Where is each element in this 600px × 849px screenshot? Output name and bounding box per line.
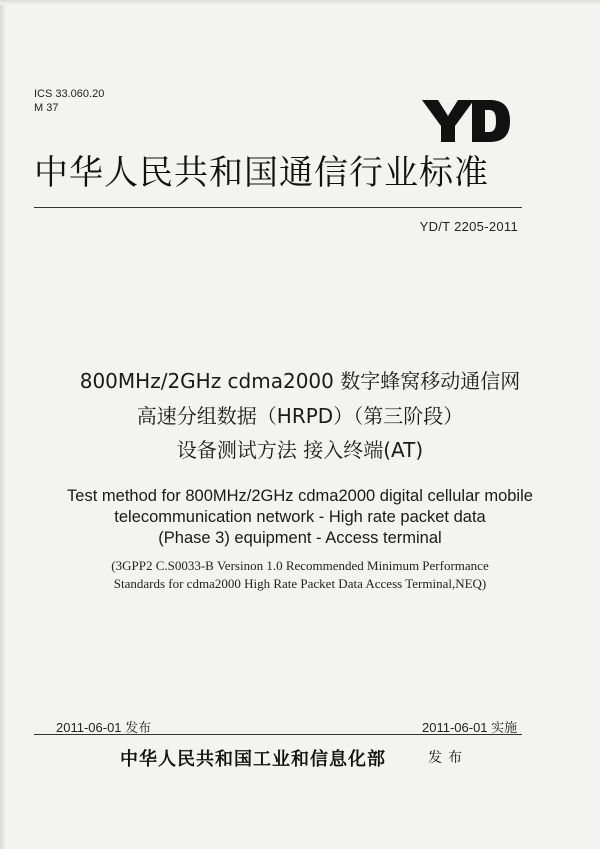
reference-note-line-2: Standards for cdma2000 High Rate Packet Data Access Terminal,NEQ) xyxy=(113,576,487,591)
issuing-ministry: 中华人民共和国工业和信息化部 xyxy=(120,749,386,770)
standard-category-title: 中华人民共和国通信行业标准 xyxy=(34,153,489,193)
ics-code: ICS 33.060.20 xyxy=(34,88,105,100)
title-en-line-2: telecommunication network - High rate packet data xyxy=(114,508,486,526)
standard-code: YD/T 2205-2011 xyxy=(419,219,518,234)
footer-divider xyxy=(34,734,522,735)
issue-date: 2011-06-01 发布 xyxy=(56,720,152,735)
title-cn-line-2: 高速分组数据（HRPD）（第三阶段） xyxy=(136,404,464,428)
title-en-line-1: Test method for 800MHz/2GHz cdma2000 digital cellular mobile xyxy=(67,487,533,505)
implementation-date: 2011-06-01 实施 xyxy=(422,720,518,735)
yd-logo xyxy=(420,96,512,146)
header-divider xyxy=(34,207,522,208)
scan-edge-top xyxy=(0,0,600,5)
reference-note-line-1: (3GPP2 C.S0033-B Versinon 1.0 Recommended Minimum Performance xyxy=(111,558,489,573)
ministry-action: 发布 xyxy=(428,750,468,766)
ccs-code: M 37 xyxy=(34,102,59,114)
title-cn-line-3: 设备测试方法 接入终端(AT) xyxy=(176,438,424,462)
title-cn-line-1: 800MHz/2GHz cdma2000 数字蜂窝移动通信网 xyxy=(79,369,521,393)
title-en-line-3: (Phase 3) equipment - Access terminal xyxy=(158,529,442,547)
